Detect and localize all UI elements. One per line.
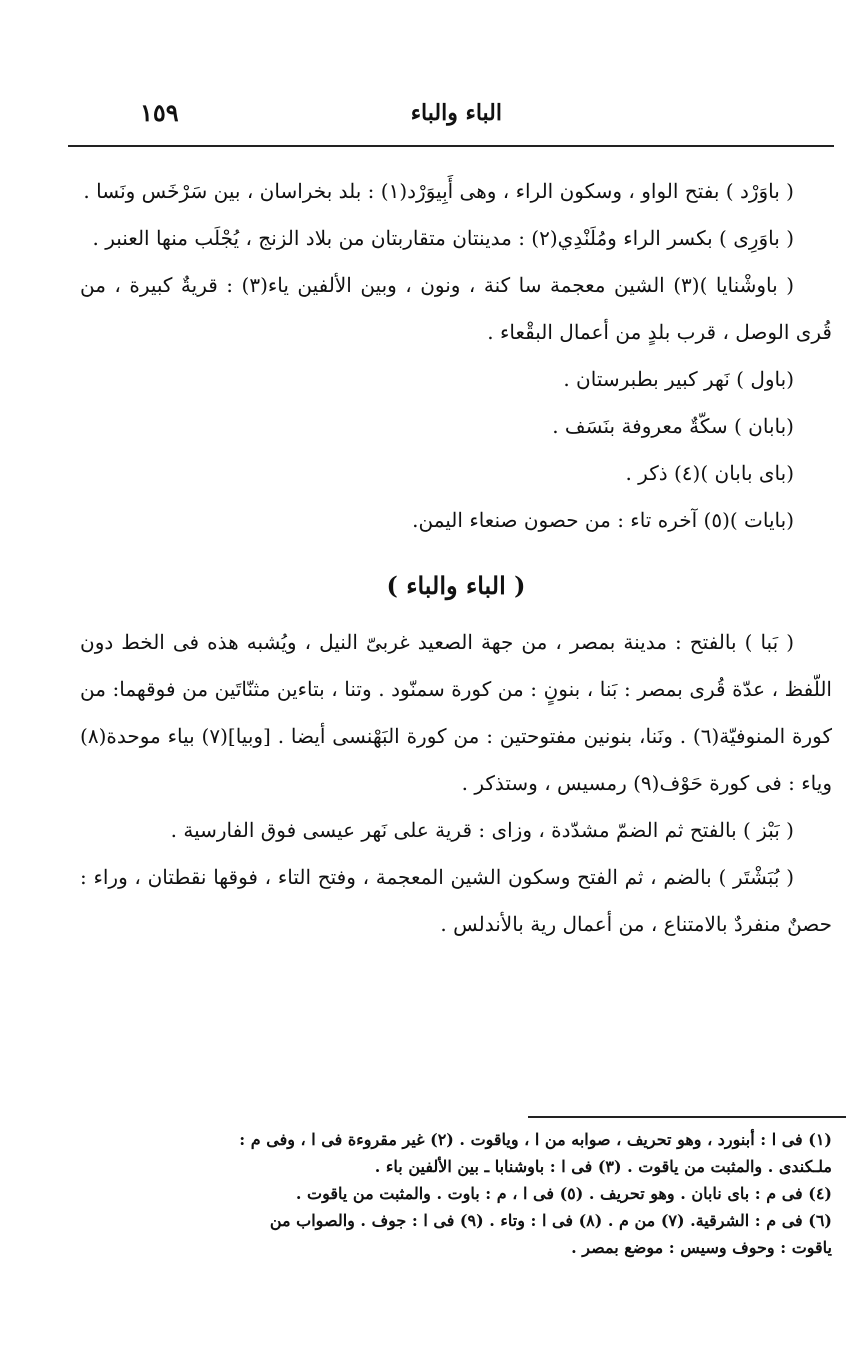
entry-baba: ( بَبا ) بالفتح : مدينة بمصر ، من جهة الصعيد غربىّ النيل ، ويُشبه هذه فى الخط دون اللّفظ ، عدّة قُرى بمصر : بَنا ، بنونٍ : من كورة سمنّود . وتنا ، بتاءين مثنّاتَين من فوقهما: من كورة المنوفيّة(٦) . ونَنا، بنونين مفتوحتين : من كورة البَهْنسى أيضا . [وبيا](٧) بياء موحدة(٨) وياء : فى كورة حَوْف(٩) رمسيس ، وستذكر . — [80, 630, 832, 795]
footnotes — [80, 1126, 832, 1261]
footnote-line: ياقوت : وحوف وسيس : موضع بمصر . — [571, 1238, 832, 1257]
entry-bayat: (بايات )(٥) آخره تاء : من حصون صنعاء اليمن. — [412, 508, 794, 532]
running-title: الباء والباء — [410, 100, 502, 126]
footnote-line: (١) فى ا : أبنورد ، وهو تحريف ، صوابه من ا ، وياقوت . (٢) غير مقروءة فى ا ، وفى م : — [239, 1130, 832, 1149]
entry-bay-baban: (باى بابان )(٤) ذكر . — [625, 461, 794, 485]
section-heading: ( الباء والباء ) — [386, 571, 526, 600]
footnote-line: ملـكندى . والمثبت من ياقوت . (٣) فى ا : باوشنابا ـ بين الألفين باء . — [374, 1157, 832, 1176]
footnote-rule — [528, 1116, 846, 1118]
main-text — [80, 168, 832, 948]
entry-babz: ( بَبْز ) بالفتح ثم الضمّ مشدّدة ، وزاى : قرية على نَهر عيسى فوق الفارسية . — [170, 818, 794, 842]
page-number: ١٥٩ — [140, 98, 179, 127]
entry-bawal: (باول ) نَهر كبير بطبرستان . — [563, 367, 794, 391]
footnote-line: (٤) فى م : باى نابان . وهو تحريف . (٥) فى ا ، م : باوت . والمثبت من ياقوت . — [295, 1184, 832, 1203]
entry-babashtar: ( بُبَشْتَر ) بالضم ، ثم الفتح وسكون الشين المعجمة ، وفتح التاء ، فوقها نقطتان ، وراء : حصنٌ منفردٌ بالامتناع ، من أعمال رية بالأندلس . — [80, 865, 832, 936]
entry-baward: ( باوَرْد ) بفتح الواو ، وسكون الراء ، وهى أَبِيوَرْد(١) : بلد بخراسان ، بين سَرْخَس ونَسا . — [83, 179, 794, 203]
header-rule — [68, 145, 834, 147]
entry-bawshnaya: ( باوشْنايا )(٣) الشين معجمة سا كنة ، ونون ، وبين الألفين ياء(٣) : قريةٌ كبيرة ، من قُرى الوصل ، قرب بلدٍ من أعمال البقْعاء . — [80, 273, 832, 344]
entry-bawari: ( باوَرِى ) بكسر الراء ومُلَنْدِي(٢) : مدينتان متقاربتان من بلاد الزنج ، يُجْلَب منها العنبر . — [92, 226, 794, 250]
page-header — [70, 98, 832, 138]
entry-baban: (بابان ) سكّةٌ معروفة بنَسَف . — [552, 414, 794, 438]
footnote-line: (٦) فى م : الشرقية. (٧) من م . (٨) فى ا : وتاء . (٩) فى ا : جوف . والصواب من — [269, 1211, 832, 1230]
